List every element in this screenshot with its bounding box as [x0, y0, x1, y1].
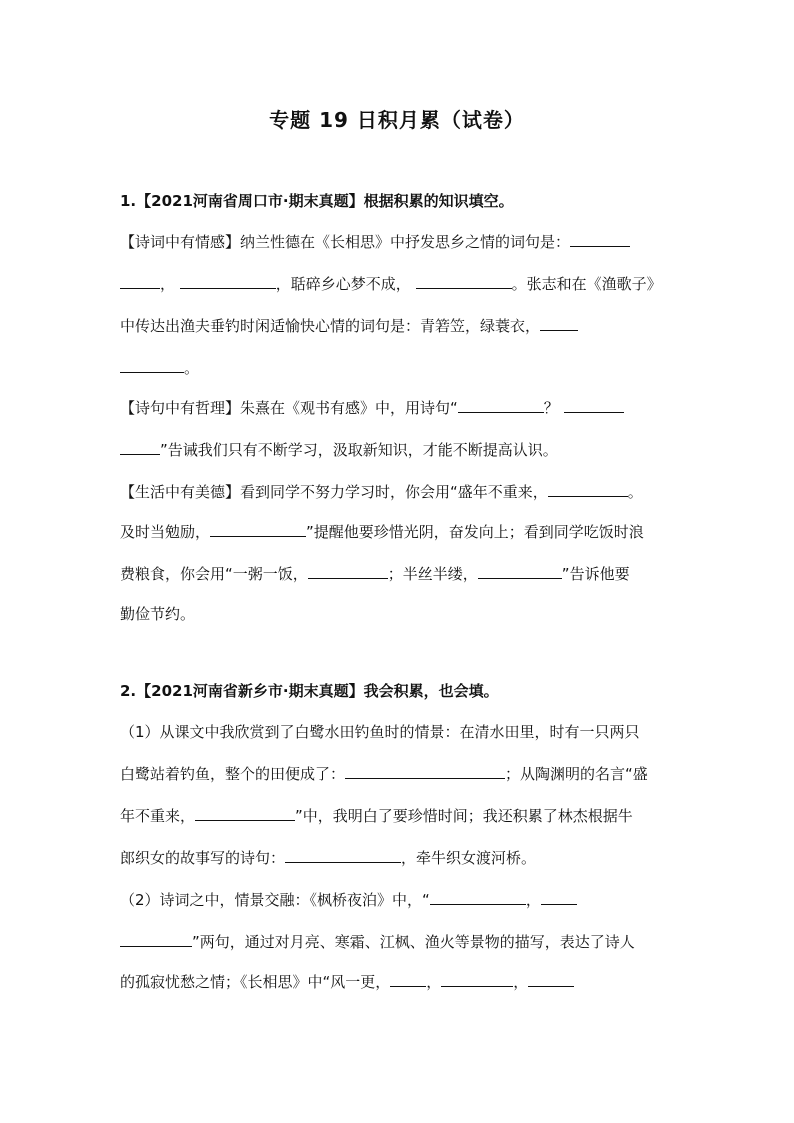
- answer-blank[interactable]: [120, 274, 160, 289]
- q1-text: 勤俭节约。: [120, 605, 196, 623]
- q1-line-6: [120, 440, 558, 460]
- q1-text: ，聒碎乡心梦不成，: [275, 275, 411, 293]
- q1-text: 【生活中有美德】看到同学不努力学习时，你会用“盛年不重来，: [120, 483, 548, 501]
- answer-blank[interactable]: [195, 806, 295, 821]
- q1-line-4: [120, 358, 199, 378]
- answer-blank[interactable]: [570, 232, 630, 247]
- question-2-heading: 2.【2021河南省新乡市·期末真题】我会积累，也会填。: [120, 682, 499, 700]
- q2-line-3: [120, 806, 633, 826]
- answer-blank[interactable]: [540, 316, 578, 331]
- q2-line-5: [120, 890, 577, 910]
- answer-blank[interactable]: [120, 358, 184, 373]
- answer-blank[interactable]: [120, 440, 160, 455]
- answer-blank[interactable]: [541, 890, 577, 905]
- q2-text: 年不重来，: [120, 807, 196, 825]
- answer-blank[interactable]: [308, 564, 388, 579]
- answer-blank[interactable]: [416, 274, 512, 289]
- q2-line-2: [120, 764, 648, 784]
- q1-text: 。张志和在《渔歌子》: [511, 275, 662, 293]
- q1-text: 。: [627, 483, 643, 501]
- answer-blank[interactable]: [528, 972, 574, 987]
- answer-blank[interactable]: [285, 848, 401, 863]
- q1-line-3: [120, 316, 578, 336]
- q1-text: 费粮食，你会用“一粥一饭，: [120, 565, 308, 583]
- q1-text: 。: [184, 359, 200, 377]
- answer-blank[interactable]: [390, 972, 426, 987]
- q2-line-7: [120, 972, 574, 992]
- page-title: 专题 19 日积月累（试卷）: [269, 108, 525, 132]
- q2-text: ，牵牛织女渡河桥。: [401, 849, 537, 867]
- q2-text: ”中，我明白了要珍惜时间；我还积累了林杰根据牛: [295, 807, 633, 825]
- q1-text: 及时当勉励，: [120, 523, 211, 541]
- q2-line-6: [120, 932, 635, 952]
- q1-line-1: [120, 232, 630, 252]
- q1-text: 中传达出渔夫垂钓时闲适愉快心情的词句是：青箬笠，绿蓑衣，: [120, 317, 541, 335]
- q1-line-9: [120, 564, 630, 584]
- q2-text: 郎织女的故事写的诗句：: [120, 849, 286, 867]
- q2-text: 白鹭站着钓鱼，整个的田便成了：: [120, 765, 346, 783]
- q1-text: 【诗句中有哲理】朱熹在《观书有感》中，用诗句“: [120, 399, 458, 417]
- q2-text: ”两句，通过对月亮、寒霜、江枫、渔火等景物的描写，表达了诗人: [192, 933, 635, 951]
- q1-line-8: [120, 522, 644, 542]
- answer-blank[interactable]: [180, 274, 276, 289]
- q1-text: ？: [543, 399, 559, 417]
- q1-text: 【诗词中有情感】纳兰性德在《长相思》中抒发思乡之情的词句是：: [120, 233, 571, 251]
- answer-blank[interactable]: [430, 890, 526, 905]
- q1-line-7: [120, 482, 643, 502]
- answer-blank[interactable]: [210, 522, 306, 537]
- answer-blank[interactable]: [458, 398, 544, 413]
- answer-blank[interactable]: [441, 972, 513, 987]
- q2-line-1: [120, 722, 640, 742]
- q2-text: ；从陶渊明的名言“盛: [505, 765, 648, 783]
- q1-line-10: [120, 604, 195, 624]
- q2-text: （2）诗词之中，情景交融：《枫桥夜泊》中，“: [120, 891, 430, 909]
- q1-text: ”告诫我们只有不断学习，汲取新知识，才能不断提高认识。: [160, 441, 558, 459]
- q1-text: ；半丝半缕，: [387, 565, 478, 583]
- question-1-heading: 1.【2021河南省周口市·期末真题】根据积累的知识填空。: [120, 192, 514, 210]
- q2-text: （1）从课文中我欣赏到了白鹭水田钓鱼时的情景：在清水田里，时有一只两只: [120, 723, 640, 741]
- q1-line-2: [120, 274, 662, 294]
- q2-text: 的孤寂忧愁之情；《长相思》中“风一更，: [120, 973, 391, 991]
- q2-line-4: [120, 848, 536, 868]
- answer-blank[interactable]: [120, 932, 192, 947]
- q2-text: ，: [513, 973, 529, 991]
- q1-line-5: [120, 398, 624, 418]
- q2-text: ，: [525, 891, 541, 909]
- answer-blank[interactable]: [564, 398, 624, 413]
- q1-text: ”提醒他要珍惜光阴，奋发向上；看到同学吃饭时浪: [306, 523, 644, 541]
- q2-text: ，: [426, 973, 442, 991]
- answer-blank[interactable]: [345, 764, 505, 779]
- answer-blank[interactable]: [478, 564, 562, 579]
- q1-text: ，: [160, 275, 176, 293]
- q1-text: ”告诉他要: [561, 565, 630, 583]
- answer-blank[interactable]: [548, 482, 628, 497]
